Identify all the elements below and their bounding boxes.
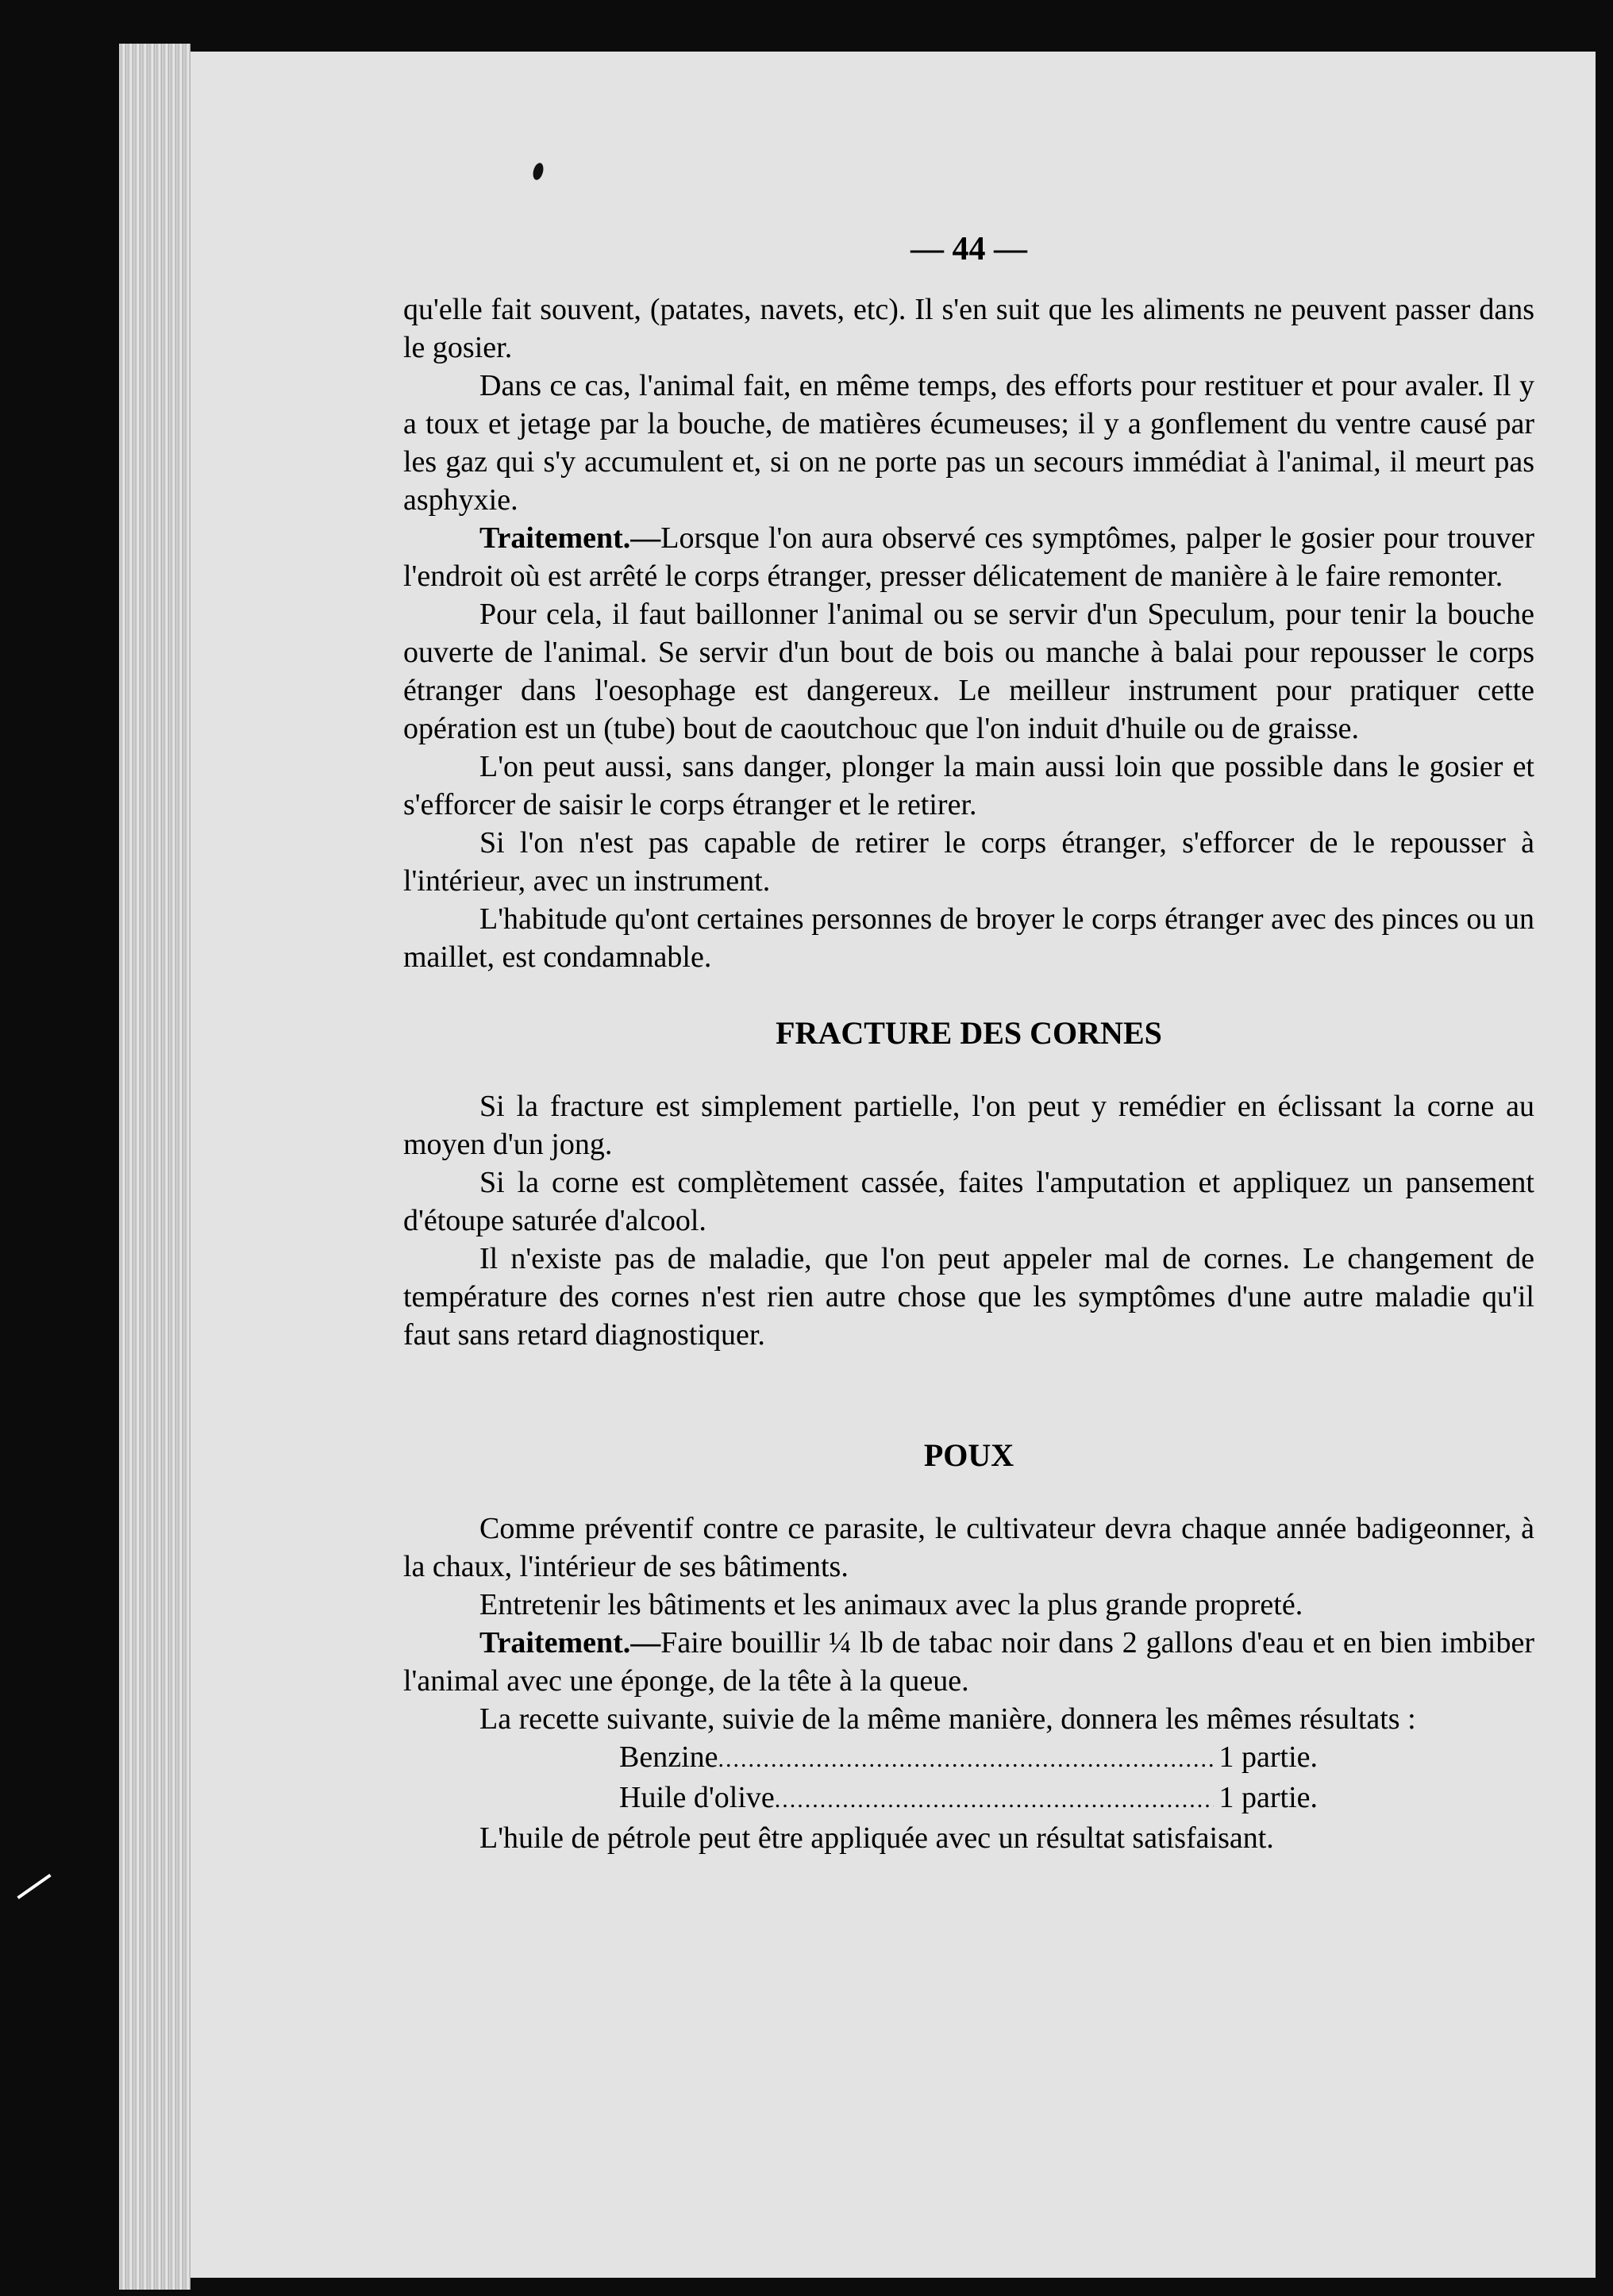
ingredient-name: Benzine — [619, 1740, 718, 1774]
ingredient-name: Huile d'olive — [619, 1781, 775, 1814]
paragraph: Il n'existe pas de maladie, que l'on peut appeler mal de cornes. Le changement de température des cornes n'est rien autre chose que les symptômes d'une autre maladie qu'il faut sans retard diagnostiquer. — [403, 1242, 1534, 1352]
recipe-list — [403, 1738, 1534, 1819]
page-text — [403, 230, 1534, 1857]
dot-leader — [775, 1781, 1215, 1819]
paragraph: La recette suivante, suivie de la même manière, donnera les mêmes résultats : — [479, 1702, 1416, 1736]
treatment-label: Traitement.— — [479, 521, 661, 555]
paragraph: qu'elle fait souvent, (patates, navets, etc). Il s'en suit que les aliments ne peuvent passer dans le gosier. — [403, 293, 1534, 364]
ingredient-quantity: 1 partie. — [1218, 1781, 1318, 1814]
recipe-item — [619, 1779, 1318, 1819]
recipe-item — [619, 1738, 1318, 1779]
section-heading-fracture: FRACTURE DES CORNES — [776, 1015, 1162, 1051]
paragraph: L'habitude qu'ont certaines personnes de broyer le corps étranger avec des pinces ou un maillet, est condamnable. — [403, 902, 1534, 974]
paragraph: Si la corne est complètement cassée, faites l'amputation et appliquez un pansement d'étoupe saturée d'alcool. — [403, 1166, 1534, 1237]
dot-leader — [718, 1740, 1215, 1779]
margin-mark — [17, 1874, 51, 1899]
paragraph: L'huile de pétrole peut être appliquée avec un résultat satisfaisant. — [479, 1821, 1274, 1855]
paragraph: Si l'on n'est pas capable de retirer le corps étranger, s'efforcer de le repousser à l'intérieur, avec un instrument. — [403, 826, 1534, 898]
treatment-text: Faire bouillir ¼ lb de tabac noir dans 2 gallons d'eau et en bien imbiber l'animal avec une éponge, de la tête à la queue. — [403, 1626, 1534, 1698]
page-edges — [119, 44, 191, 2290]
paragraph — [403, 1624, 1534, 1700]
page-number: — 44 — — [910, 231, 1027, 267]
paragraph — [403, 519, 1534, 595]
paragraph: Comme préventif contre ce parasite, le cultivateur devra chaque année badigeonner, à la chaux, l'intérieur de ses bâtiments. — [403, 1512, 1534, 1583]
ingredient-quantity: 1 partie. — [1218, 1740, 1318, 1774]
section-heading-poux: POUX — [923, 1437, 1014, 1473]
treatment-label: Traitement.— — [479, 1626, 661, 1660]
paragraph: Dans ce cas, l'animal fait, en même temps, des efforts pour restituer et pour avaler. Il y a toux et jetage par la bouche, de matières écumeuses; il y a gonflement du ventre causé par les gaz qui s'y accumulent et, si on ne porte pas un secours immédiat à l'animal, il meurt pas asphyxie. — [403, 369, 1534, 517]
treatment-text: Lorsque l'on aura observé ces symptômes, palper le gosier pour trouver l'endroit où est arrêté le corps étranger, presser délicatement de manière à le faire remonter. — [403, 521, 1534, 593]
paragraph: Si la fracture est simplement partielle, l'on peut y remédier en éclissant la corne au moyen d'un jong. — [403, 1090, 1534, 1161]
paragraph: Entretenir les bâtiments et les animaux avec la plus grande propreté. — [479, 1588, 1303, 1621]
ink-mark — [531, 162, 545, 181]
paragraph: L'on peut aussi, sans danger, plonger la main aussi loin que possible dans le gosier et s'efforcer de saisir le corps étranger et le retirer. — [403, 750, 1534, 821]
paragraph: Pour cela, il faut baillonner l'animal ou se servir d'un Speculum, pour tenir la bouche ouverte de l'animal. Se servir d'un bout de bois ou manche à balai pour repousser le corps étranger dans l'oesophage est dangereux. Le meilleur instrument pour pratiquer cette opération est un (tube) bout de caoutchouc que l'on induit d'huile ou de graisse. — [403, 598, 1534, 745]
